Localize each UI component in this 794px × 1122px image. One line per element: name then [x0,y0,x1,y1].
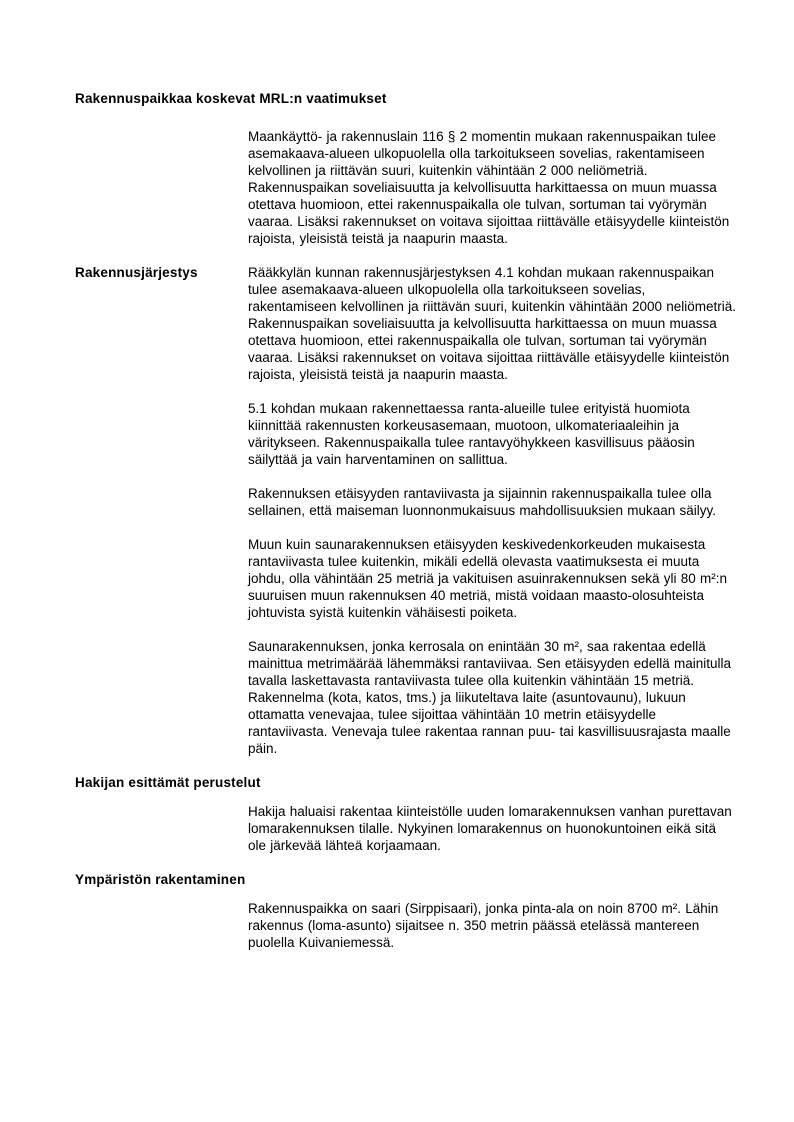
section-rakennusjarjestys [75,264,740,757]
section-mrl-requirements [75,128,740,247]
section-hakijan-perustelut [75,803,740,854]
paragraph: Rääkkylän kunnan rakennusjärjestyksen 4.1 kohdan mukaan rakennuspaikan tulee asemakaava-alueen ulkopuolella olla tarkoitukseen sovelias, rakentamiseen kelvollinen ja riittävän suuri, kuitenkin vähintään 2000 neliömetriä. Rakennuspaikan soveliaisuutta ja kelvollisuutta harkittaessa on muun muassa otettava huomioon, ettei rakennuspaikalla ole tulvan, sortuman tai vyörymän vaaraa. Lisäksi rakennukset on voitava sijoittaa riittävälle etäisyydelle kiinteistön rajoista, yleisistä teistä ja naapurin maasta. [248,265,737,382]
body-column [248,803,738,854]
paragraph: Maankäyttö- ja rakennuslain 116 § 2 momentin mukaan rakennuspaikan tulee asemakaava-alueen ulkopuolella olla tarkoitukseen sovelias, rakentamiseen kelvollinen ja riittävän suuri, kuitenkin vähintään 2 000 neliömetriä. Rakennuspaikan soveliaisuutta ja kelvollisuutta harkittaessa on muun muassa otettava huomioon, ettei rakennuspaikalla ole tulvan, sortuman tai vyörymän vaaraa. Lisäksi rakennukset on voitava sijoittaa riittävälle etäisyydelle kiinteistön rajoista, yleisistä teistä ja naapurin maasta. [248,129,730,246]
paragraph: Rakennuksen etäisyyden rantaviivasta ja sijainnin rakennuspaikalla tulee olla sellainen, että maiseman luonnonmukaisuus mahdollisuuksien mukaan säilyy. [248,486,716,518]
paragraph: Rakennuspaikka on saari (Sirppisaari), jonka pinta-ala on noin 8700 m². Lähin rakennus (loma-asunto) sijaitsee n. 350 metrin päässä etelässä mantereen puolella Kuivaniemessä. [248,901,719,950]
heading-hakijan-perustelut: Hakijan esittämät perustelut [75,775,261,790]
paragraph: 5.1 kohdan mukaan rakennettaessa ranta-alueille tulee erityistä huomiota kiinnittää rakennusten korkeusasemaan, muotoon, ulkomateriaaleihin ja väritykseen. Rakennuspaikalla tulee rantavyöhykkeen kasvillisuus pääosin säilyttää ja vain harventaminen on sallittua. [248,401,695,467]
body-column [248,128,738,247]
body-column [248,264,738,757]
side-label-rakennusjarjestys: Rakennusjärjestys [75,265,198,280]
heading-mrl-requirements: Rakennuspaikkaa koskevat MRL:n vaatimukset [75,91,387,106]
paragraph: Muun kuin saunarakennuksen etäisyyden keskivedenkorkeuden mukaisesta rantaviivasta tulee kuitenkin, mikäli edellä olevasta vaatimuksesta ei muuta johdu, olla vähintään 25 metriä ja vakituisen asuinrakennuksen sekä yli 80 m²:n suuruisen muun rakennuksen 40 metriä, mistä voidaan maasto-olosuhteista johtuvista syistä kuitenkin vähäisesti poiketa. [248,537,728,620]
paragraph: Saunarakennuksen, jonka kerrosala on enintään 30 m², saa rakentaa edellä mainittua metrimäärää lähemmäksi rantaviivaa. Sen etäisyyden edellä mainitulla tavalla laskettavasta rantaviivasta tulee olla kuitenkin vähintään 15 metriä. Rakennelma (kota, katos, tms.) ja liikuteltava laite (asuntovaunu), lukuun ottamatta venevajaa, tulee sijoittaa vähintään 10 metrin etäisyydelle rantaviivasta. Venevaja tulee rakentaa rannan puu- tai kasvillisuusrajasta maalle päin. [248,639,731,756]
body-column [248,900,738,951]
section-ympariston-rakentaminen [75,900,740,951]
paragraph: Hakija haluaisi rakentaa kiinteistölle uuden lomarakennuksen vanhan purettavan lomarakennuksen tilalle. Nykyinen lomarakennus on huonokuntoinen eikä sitä ole järkevää lähteä korjaamaan. [248,804,732,853]
heading-ympariston-rakentaminen: Ympäristön rakentaminen [75,872,246,887]
